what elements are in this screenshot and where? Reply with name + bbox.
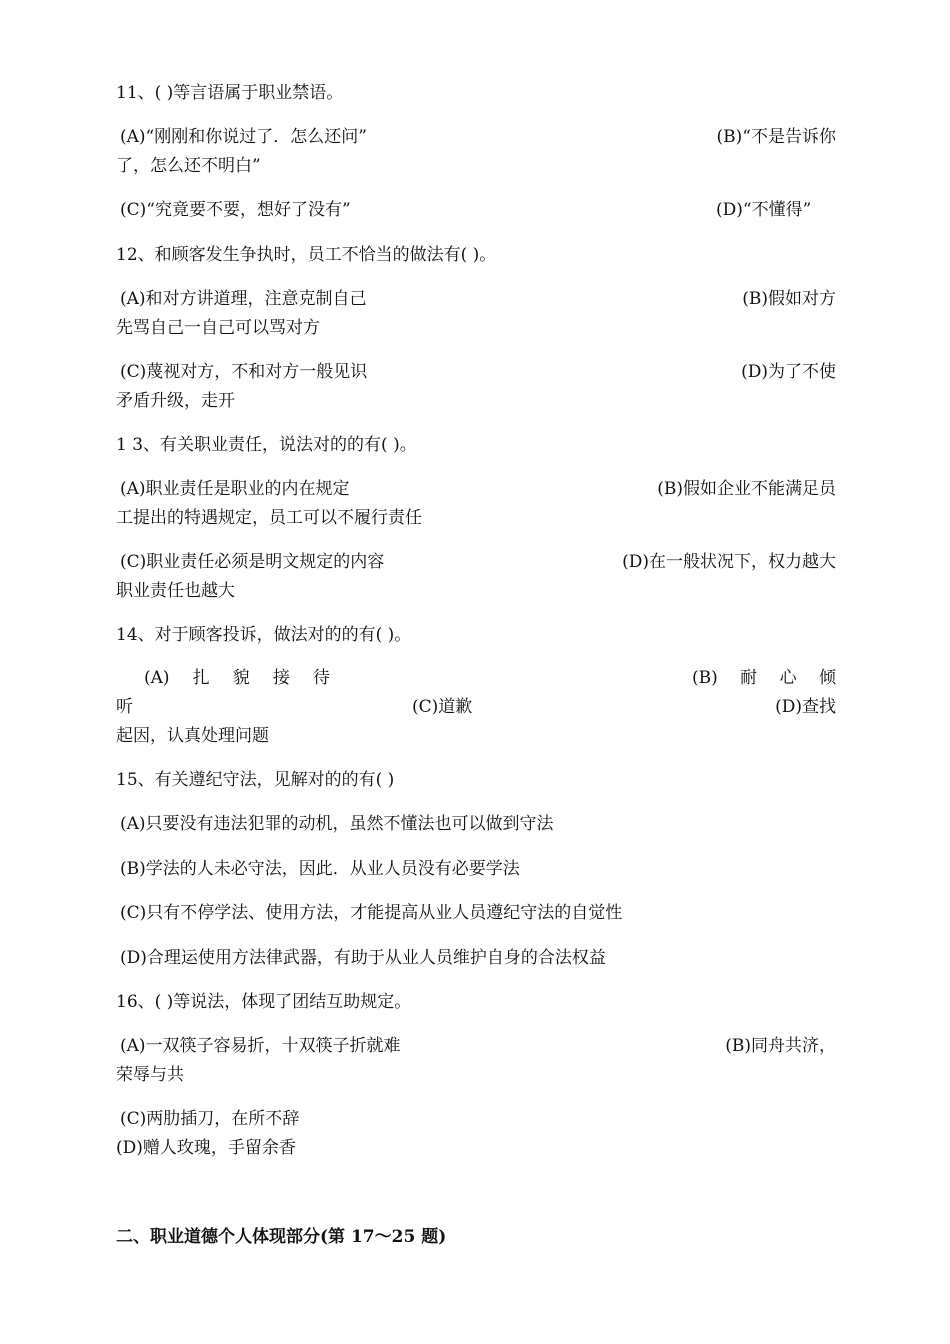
q13-option-d-cont: 职业责任也越大 xyxy=(116,581,235,601)
q15-stem: 15、有关遵纪守法，见解对的的有( ) xyxy=(116,770,395,790)
q11-option-d: (D)“不懂得” xyxy=(716,200,812,220)
q14-option-b-char: 心 xyxy=(779,668,797,688)
q11-option-c: (C)“究竟要不要，想好了没有” xyxy=(120,200,351,220)
q15-option-c: (C)只有不停学法、使用方法，才能提高从业人员遵纪守法的自觉性 xyxy=(120,903,623,923)
q16-stem: 16、( )等说法，体现了团结互助规定。 xyxy=(116,992,412,1012)
section-heading: 二、职业道德个人体现部分(第 17～25 题) xyxy=(116,1227,447,1247)
q14-stem: 14、对于顾客投诉，做法对的的有( )。 xyxy=(116,625,412,645)
q14-option-a xyxy=(144,667,330,689)
q14-option-a-char: 接 xyxy=(272,668,290,688)
q14-option-a-char: 貌 xyxy=(232,668,250,688)
q15-option-a: (A)只要没有违法犯罪的动机，虽然不懂法也可以做到守法 xyxy=(120,814,554,834)
q14-option-d: (D)查找 xyxy=(775,697,836,717)
q16-option-a: (A)一双筷子容易折，十双筷子折就难 xyxy=(120,1036,401,1056)
q12-option-b-cont: 先骂自己一自己可以骂对方 xyxy=(116,318,320,338)
q15-option-b: (B)学法的人未必守法，因此．从业人员没有必要学法 xyxy=(120,859,520,879)
q13-option-b: (B)假如企业不能满足员 xyxy=(657,479,836,499)
q16-option-b-cont: 荣辱与共 xyxy=(116,1065,184,1085)
q12-option-b: (B)假如对方 xyxy=(742,289,836,309)
q11-stem: 11、( )等言语属于职业禁语。 xyxy=(116,83,344,103)
q11-option-a: (A)“刚刚和你说过了．怎么还问” xyxy=(120,127,367,147)
q14-option-a-char: 扎 xyxy=(192,668,210,688)
q13-option-c: (C)职业责任必须是明文规定的内容 xyxy=(120,552,385,572)
q12-option-d-cont: 矛盾升级，走开 xyxy=(116,391,235,411)
q14-option-b-cont: 听 xyxy=(116,697,133,717)
q14-option-a-char: 待 xyxy=(312,668,330,688)
q13-option-a: (A)职业责任是职业的内在规定 xyxy=(120,479,350,499)
q13-option-b-cont: 工提出的特遇规定，员工可以不履行责任 xyxy=(116,508,422,528)
q12-stem: 12、和顾客发生争执时，员工不恰当的做法有( )。 xyxy=(116,245,497,265)
q14-option-c: (C)道歉 xyxy=(412,697,473,717)
q13-stem: 1 3、有关职业责任，说法对的的有( )。 xyxy=(116,435,417,455)
q14-option-a-char: (A) xyxy=(144,668,170,688)
q13-option-d: (D)在一般状况下，权力越大 xyxy=(622,552,836,572)
q12-option-d: (D)为了不使 xyxy=(741,362,836,382)
q16-option-d: (D)赠人玫瑰，手留余香 xyxy=(116,1138,296,1158)
q14-option-b-char: 倾 xyxy=(818,668,836,688)
q16-option-b: (B)同舟共济， xyxy=(725,1036,836,1056)
q14-option-d-cont: 起因，认真处理问题 xyxy=(116,726,269,746)
q11-option-b-cont: 了，怎么还不明白” xyxy=(116,156,261,176)
q14-option-b-char: (B) xyxy=(692,668,718,688)
q14-option-b-char: 耐 xyxy=(740,668,758,688)
q14-option-b xyxy=(692,667,836,689)
q12-option-a: (A)和对方讲道理，注意克制自己 xyxy=(120,289,367,309)
q11-option-b: (B)“不是告诉你 xyxy=(716,127,836,147)
q16-option-c: (C)两肋插刀，在所不辞 xyxy=(120,1109,300,1129)
q12-option-c: (C)蔑视对方，不和对方一般见识 xyxy=(120,362,368,382)
q15-option-d: (D)合理运使用方法律武器，有助于从业人员维护自身的合法权益 xyxy=(120,948,606,968)
